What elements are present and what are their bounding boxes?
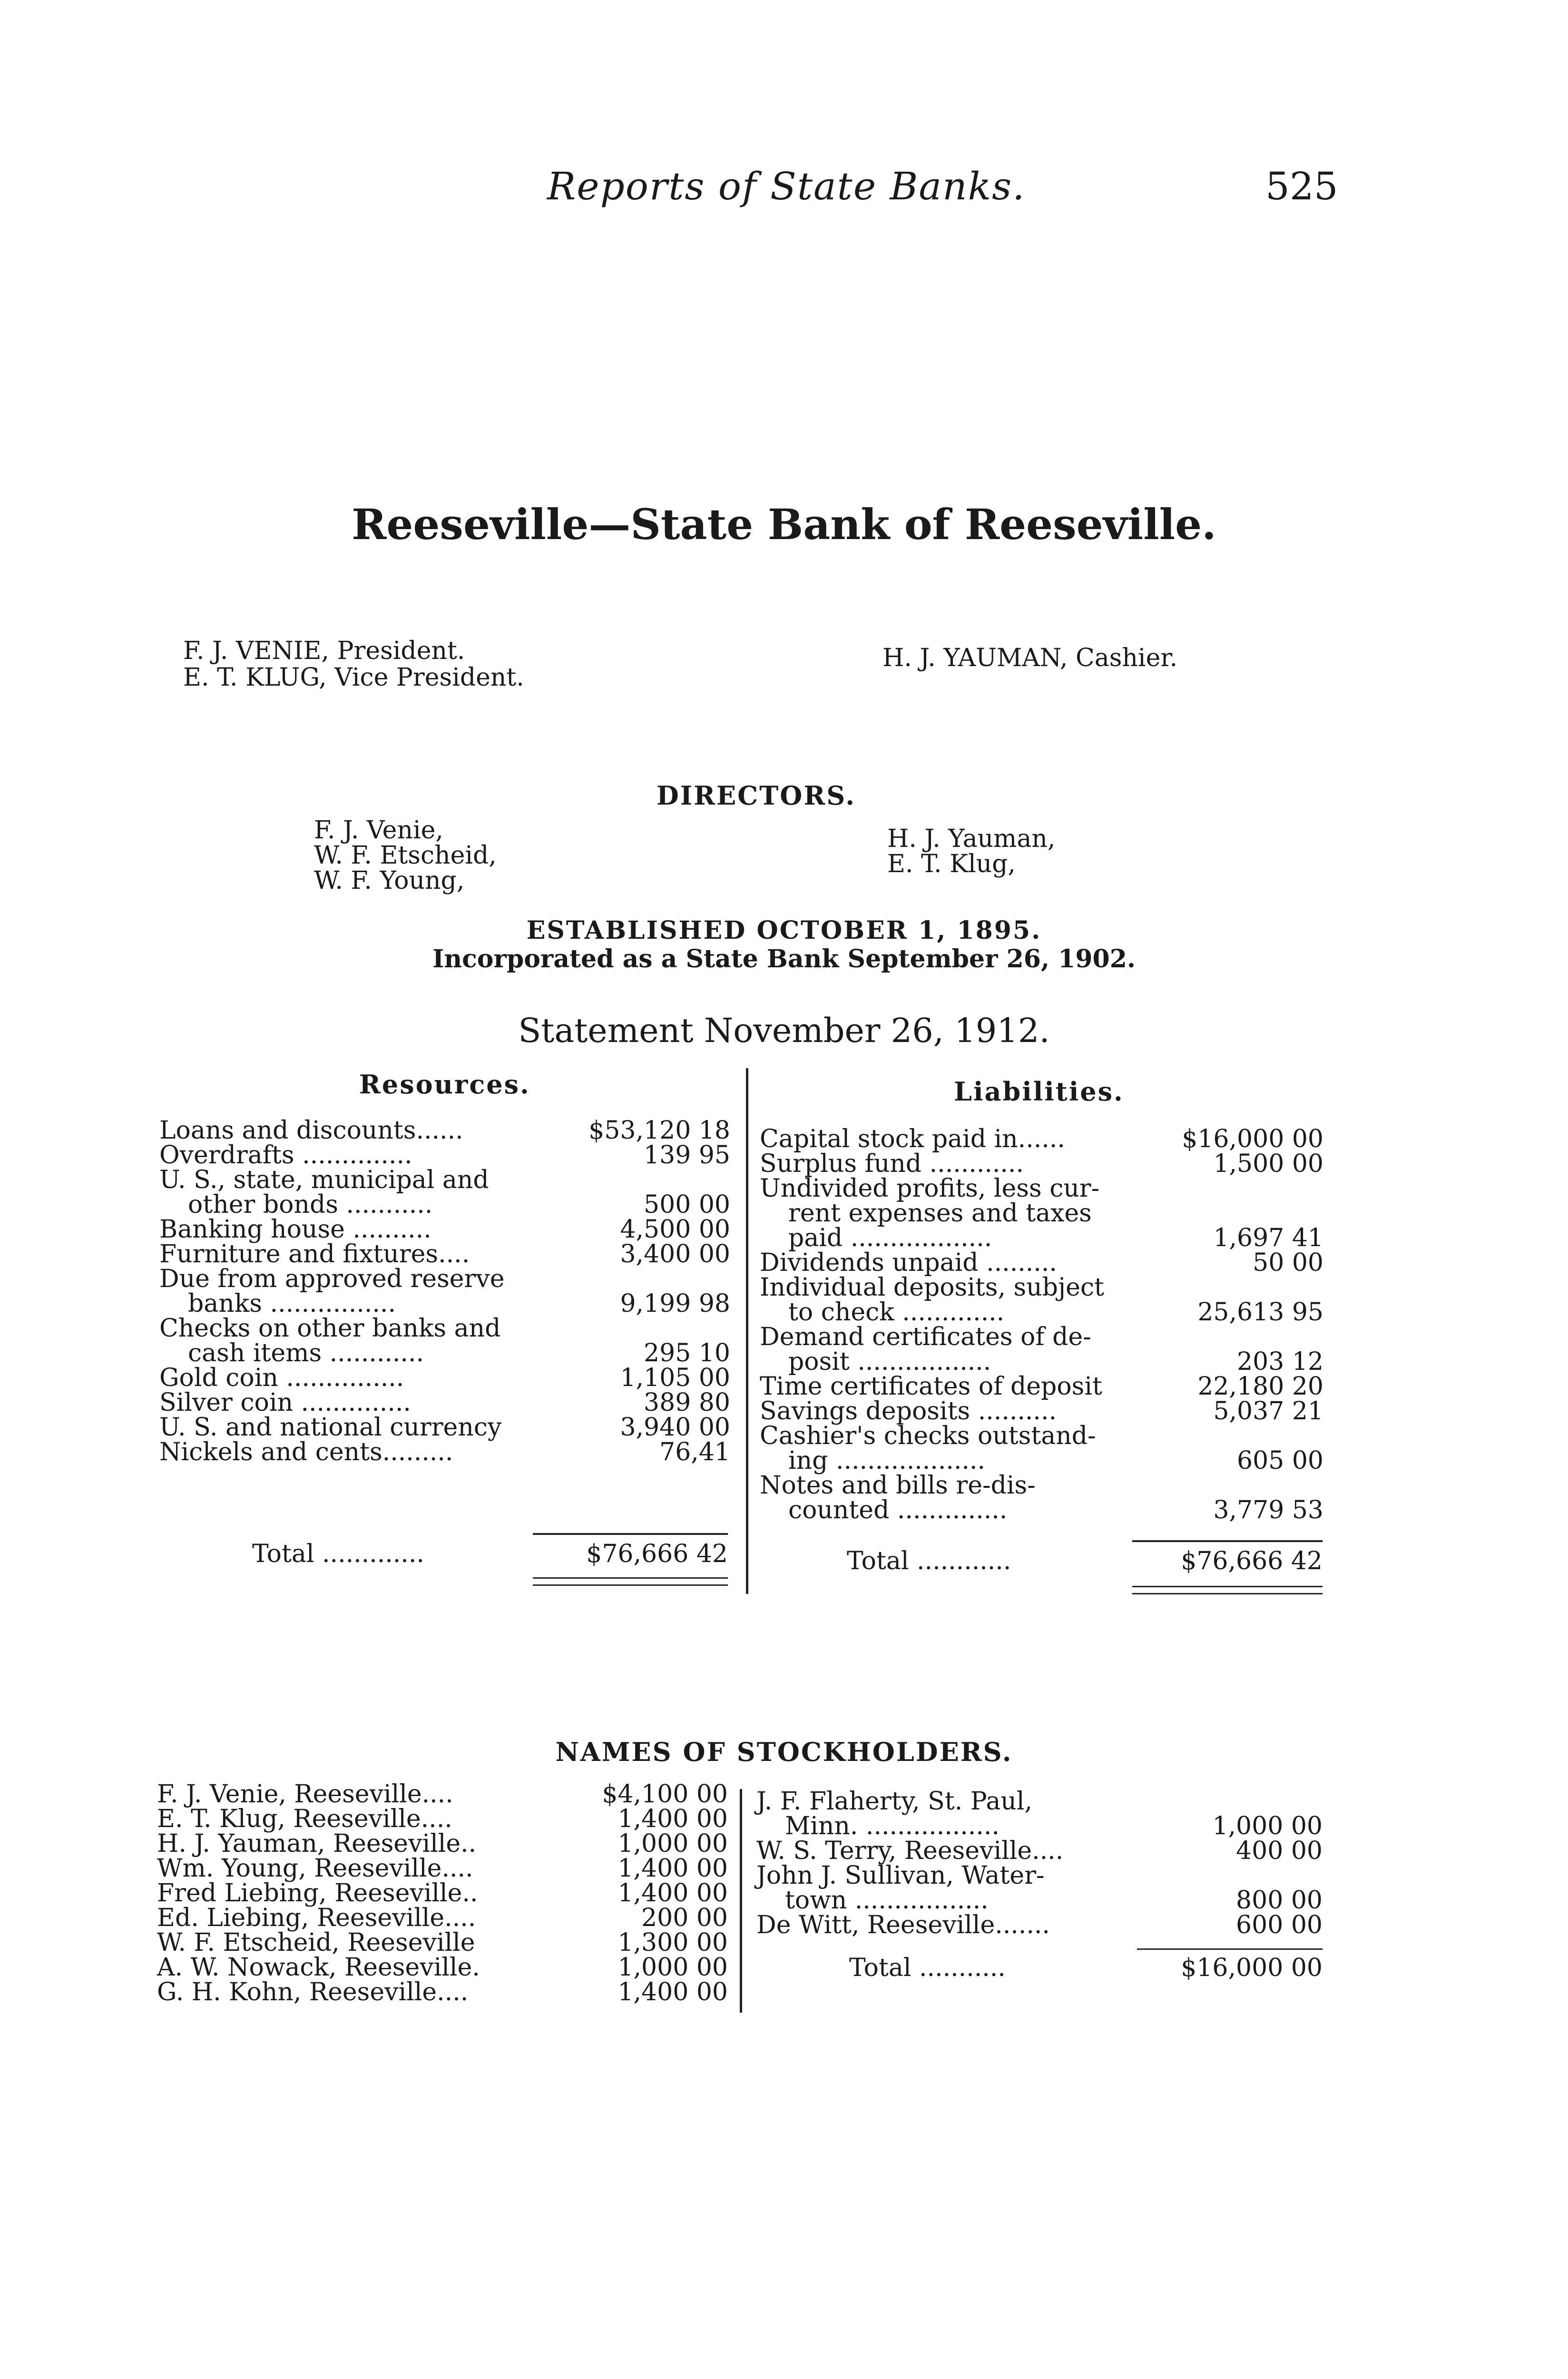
director-left-3: W. F. Young, xyxy=(314,866,465,895)
table-row: cash items ............ 295 10 xyxy=(188,1339,730,1367)
table-row: ing ................... 605 00 xyxy=(788,1446,1323,1475)
table-row: Individual deposits, subject xyxy=(760,1273,1104,1302)
officer-president: F. J. VENIE, President. xyxy=(183,637,465,665)
statement-title: Statement November 26, 1912. xyxy=(518,1011,1050,1050)
table-row: Cashier's checks outstand- xyxy=(760,1422,1096,1450)
stockholders-total-amount: $16,000 00 xyxy=(1181,1954,1323,1982)
stockholders-total-label: Total ........... xyxy=(849,1954,1006,1982)
table-row: to check ............. 25,613 95 xyxy=(788,1298,1323,1327)
resources-total-label: Total ............. xyxy=(252,1540,424,1568)
liabilities-double-rule-bottom xyxy=(1132,1593,1323,1594)
table-row: Time certificates of deposit 22,180 20 xyxy=(760,1372,1323,1401)
list-item: F. J. Venie, Reeseville.... $4,100 00 xyxy=(157,1780,728,1809)
list-item: G. H. Kohn, Reeseville.... 1,400 00 xyxy=(157,1978,728,2006)
table-row: rent expenses and taxes xyxy=(788,1199,1092,1228)
stockholders-divider xyxy=(740,1789,742,2013)
table-row: U. S. and national currency 3,940 00 xyxy=(159,1413,730,1442)
liabilities-total-label: Total ............ xyxy=(847,1547,1011,1575)
bank-title: Reeseville—State Bank of Reeseville. xyxy=(352,500,1216,549)
director-left-1: F. J. Venie, xyxy=(314,816,443,845)
table-row: Undivided profits, less cur- xyxy=(760,1174,1100,1203)
table-row: U. S., state, municipal and xyxy=(159,1166,489,1194)
table-row: Surplus fund ............ 1,500 00 xyxy=(760,1150,1323,1178)
list-item: W. F. Etscheid, Reeseville 1,300 00 xyxy=(157,1928,728,1957)
incorporated-line: Incorporated as a State Bank September 26, 1902. xyxy=(432,944,1136,973)
resources-table xyxy=(159,1118,730,1465)
table-row: Overdrafts .............. 139 95 xyxy=(159,1141,730,1170)
list-item: H. J. Yauman, Reeseville.. 1,000 00 xyxy=(157,1829,728,1858)
list-item: De Witt, Reeseville....... 600 00 xyxy=(756,1911,1323,1939)
officer-cashier: H. J. YAUMAN, Cashier. xyxy=(882,644,1178,672)
list-item: Minn. ................. 1,000 00 xyxy=(785,1812,1323,1840)
table-row: paid .................. 1,697 41 xyxy=(788,1224,1323,1252)
director-left-2: W. F. Etscheid, xyxy=(314,841,497,870)
resources-total xyxy=(252,1542,728,1566)
list-item: J. F. Flaherty, St. Paul, xyxy=(756,1787,1033,1816)
table-row: banks ................ 9,199 98 xyxy=(188,1289,730,1318)
liabilities-total xyxy=(847,1549,1323,1573)
table-row: Silver coin .............. 389 80 xyxy=(159,1388,730,1417)
table-row: Banking house .......... 4,500 00 xyxy=(159,1215,730,1244)
list-item: Wm. Young, Reeseville.... 1,400 00 xyxy=(157,1854,728,1883)
officer-vice-president: E. T. KLUG, Vice President. xyxy=(183,663,524,692)
table-row: Savings deposits .......... 5,037 21 xyxy=(760,1397,1323,1425)
table-row: Furniture and fixtures.... 3,400 00 xyxy=(159,1240,730,1268)
liabilities-total-rule xyxy=(1132,1540,1323,1542)
list-item: John J. Sullivan, Water- xyxy=(756,1861,1045,1890)
table-row: Due from approved reserve xyxy=(159,1265,505,1293)
table-row: Dividends unpaid ......... 50 00 xyxy=(760,1248,1323,1277)
resources-heading: Resources. xyxy=(359,1069,530,1100)
stockholders-right-table xyxy=(756,1789,1323,1937)
list-item: town ................. 800 00 xyxy=(785,1886,1323,1915)
table-row: Checks on other banks and xyxy=(159,1314,501,1343)
resources-double-rule-top xyxy=(533,1577,728,1579)
list-item: W. S. Terry, Reeseville.... 400 00 xyxy=(756,1837,1323,1865)
table-row: Capital stock paid in...... $16,000 00 xyxy=(760,1125,1323,1153)
resources-total-rule xyxy=(533,1533,728,1535)
stockholders-total xyxy=(849,1956,1323,1980)
table-row: Gold coin ............... 1,105 00 xyxy=(159,1364,730,1392)
stockholders-left-table xyxy=(157,1782,728,2005)
page-number: 525 xyxy=(1265,164,1338,208)
table-row: posit ................. 203 12 xyxy=(788,1347,1323,1376)
table-row: Loans and discounts...... $53,120 18 xyxy=(159,1116,730,1145)
director-right-2: E. T. Klug, xyxy=(887,850,1016,878)
resources-double-rule-bottom xyxy=(533,1584,728,1586)
stockholders-total-rule xyxy=(1137,1948,1323,1950)
director-right-1: H. J. Yauman, xyxy=(887,825,1056,853)
stockholders-heading: NAMES OF STOCKHOLDERS. xyxy=(555,1737,1013,1767)
list-item: E. T. Klug, Reeseville.... 1,400 00 xyxy=(157,1805,728,1833)
established-line: ESTABLISHED OCTOBER 1, 1895. xyxy=(526,916,1042,945)
resources-total-amount: $76,666 42 xyxy=(586,1540,728,1568)
table-row: other bonds ........... 500 00 xyxy=(188,1190,730,1219)
table-row: Notes and bills re-dis- xyxy=(760,1471,1036,1500)
table-row: Nickels and cents......... 76,41 xyxy=(159,1438,730,1466)
liabilities-heading: Liabilities. xyxy=(954,1076,1124,1107)
running-title: Reports of State Banks. xyxy=(547,164,1026,208)
directors-heading: DIRECTORS. xyxy=(657,780,856,811)
table-row: counted .............. 3,779 53 xyxy=(788,1496,1323,1524)
liabilities-total-amount: $76,666 42 xyxy=(1181,1547,1323,1575)
liabilities-table xyxy=(760,1127,1323,1523)
liabilities-double-rule-top xyxy=(1132,1586,1323,1587)
statement-divider xyxy=(746,1068,748,1594)
list-item: Ed. Liebing, Reeseville.... 200 00 xyxy=(157,1904,728,1932)
list-item: Fred Liebing, Reeseville.. 1,400 00 xyxy=(157,1879,728,1907)
table-row: Demand certificates of de- xyxy=(760,1323,1091,1351)
list-item: A. W. Nowack, Reeseville. 1,000 00 xyxy=(157,1953,728,1982)
